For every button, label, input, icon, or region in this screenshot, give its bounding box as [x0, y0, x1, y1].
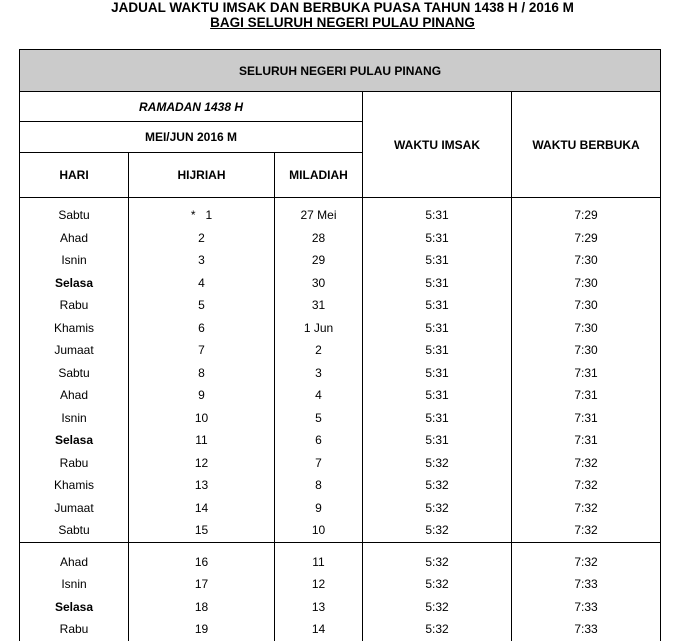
cell-berbuka: 7:31 [512, 407, 661, 430]
cell-hijriah: 9 [129, 384, 275, 407]
cell-imsak: 5:31 [363, 227, 512, 250]
cell-hijriah: 4 [129, 272, 275, 295]
cell-miladiah: 30 [275, 272, 363, 295]
cell-miladiah: 27 Mei [275, 198, 363, 227]
cell-miladiah: 12 [275, 573, 363, 596]
cell-hari: Selasa [20, 272, 129, 295]
cell-miladiah: 29 [275, 249, 363, 272]
cell-berbuka: 7:32 [512, 519, 661, 542]
cell-imsak: 5:32 [363, 596, 512, 619]
cell-hijriah: 2 [129, 227, 275, 250]
cell-imsak: 5:31 [363, 339, 512, 362]
cell-hijriah: 18 [129, 596, 275, 619]
cell-hijriah: 5 [129, 294, 275, 317]
cell-hijriah: 17 [129, 573, 275, 596]
cell-hari: Isnin [20, 573, 129, 596]
cell-miladiah: 3 [275, 362, 363, 385]
cell-miladiah: 1 Jun [275, 317, 363, 340]
cell-berbuka: 7:33 [512, 618, 661, 641]
cell-miladiah: 11 [275, 542, 363, 573]
cell-hari: Jumaat [20, 497, 129, 520]
cell-imsak: 5:32 [363, 618, 512, 641]
table-row [20, 618, 661, 641]
cell-berbuka: 7:32 [512, 452, 661, 475]
cell-berbuka: 7:29 [512, 227, 661, 250]
cell-imsak: 5:31 [363, 317, 512, 340]
cell-miladiah: 7 [275, 452, 363, 475]
cell-hijriah: 19 [129, 618, 275, 641]
cell-miladiah: 14 [275, 618, 363, 641]
cell-imsak: 5:32 [363, 519, 512, 542]
cell-berbuka: 7:31 [512, 429, 661, 452]
cell-imsak: 5:31 [363, 198, 512, 227]
table-row [20, 227, 661, 250]
cell-miladiah: 2 [275, 339, 363, 362]
table-row [20, 497, 661, 520]
timetable [19, 49, 661, 641]
cell-hari: Ahad [20, 227, 129, 250]
miladiah-header: MILADIAH [275, 153, 363, 198]
cell-hari: Selasa [20, 596, 129, 619]
cell-hijriah: 15 [129, 519, 275, 542]
cell-hijriah: 6 [129, 317, 275, 340]
table-row [20, 272, 661, 295]
cell-imsak: 5:31 [363, 249, 512, 272]
cell-hijriah: 10 [129, 407, 275, 430]
cell-hari: Jumaat [20, 339, 129, 362]
cell-hari: Ahad [20, 542, 129, 573]
cell-imsak: 5:31 [363, 362, 512, 385]
table-row [20, 519, 661, 542]
cell-berbuka: 7:30 [512, 294, 661, 317]
cell-hari: Sabtu [20, 519, 129, 542]
cell-berbuka: 7:32 [512, 474, 661, 497]
cell-imsak: 5:32 [363, 452, 512, 475]
cell-hijriah: 3 [129, 249, 275, 272]
cell-miladiah: 31 [275, 294, 363, 317]
cell-imsak: 5:31 [363, 407, 512, 430]
table-row [20, 542, 661, 573]
cell-miladiah: 9 [275, 497, 363, 520]
cell-imsak: 5:31 [363, 384, 512, 407]
cell-berbuka: 7:30 [512, 272, 661, 295]
cell-miladiah: 8 [275, 474, 363, 497]
cell-berbuka: 7:30 [512, 317, 661, 340]
cell-hijriah: 16 [129, 542, 275, 573]
cell-berbuka: 7:31 [512, 362, 661, 385]
cell-berbuka: 7:30 [512, 339, 661, 362]
table-row [20, 452, 661, 475]
cell-berbuka: 7:29 [512, 198, 661, 227]
timetable-body [20, 198, 661, 641]
table-row [20, 339, 661, 362]
cell-imsak: 5:32 [363, 497, 512, 520]
cell-hari: Khamis [20, 474, 129, 497]
cell-hijriah: 14 [129, 497, 275, 520]
cell-hari: Isnin [20, 407, 129, 430]
cell-hari: Sabtu [20, 198, 129, 227]
cell-miladiah: 4 [275, 384, 363, 407]
berbuka-header: WAKTU BERBUKA [512, 92, 661, 198]
cell-hari: Isnin [20, 249, 129, 272]
cell-miladiah: 6 [275, 429, 363, 452]
cell-hijriah: 8 [129, 362, 275, 385]
cell-hijriah: 12 [129, 452, 275, 475]
cell-imsak: 5:31 [363, 272, 512, 295]
region-header: SELURUH NEGERI PULAU PINANG [20, 50, 661, 92]
table-row [20, 384, 661, 407]
cell-hari: Ahad [20, 384, 129, 407]
table-row [20, 198, 661, 227]
document-title: JADUAL WAKTU IMSAK DAN BERBUKA PUASA TAHUN 1438 H / 2016 M [111, 0, 574, 15]
cell-imsak: 5:32 [363, 474, 512, 497]
table-row [20, 474, 661, 497]
cell-imsak: 5:31 [363, 294, 512, 317]
month-header: MEI/JUN 2016 M [20, 122, 363, 153]
table-row [20, 573, 661, 596]
cell-imsak: 5:32 [363, 542, 512, 573]
cell-hari: Rabu [20, 618, 129, 641]
hari-header: HARI [20, 153, 129, 198]
cell-hijriah: 13 [129, 474, 275, 497]
cell-miladiah: 28 [275, 227, 363, 250]
cell-hijriah: * 1 [129, 198, 275, 227]
table-row [20, 429, 661, 452]
cell-berbuka: 7:32 [512, 497, 661, 520]
cell-berbuka: 7:30 [512, 249, 661, 272]
cell-miladiah: 5 [275, 407, 363, 430]
cell-hari: Selasa [20, 429, 129, 452]
cell-berbuka: 7:33 [512, 596, 661, 619]
table-row [20, 362, 661, 385]
cell-hijriah: 11 [129, 429, 275, 452]
cell-imsak: 5:31 [363, 429, 512, 452]
cell-hari: Rabu [20, 294, 129, 317]
table-row [20, 249, 661, 272]
table-row [20, 294, 661, 317]
imsak-header: WAKTU IMSAK [363, 92, 512, 198]
cell-imsak: 5:32 [363, 573, 512, 596]
cell-hijriah: 7 [129, 339, 275, 362]
cell-hari: Sabtu [20, 362, 129, 385]
cell-miladiah: 13 [275, 596, 363, 619]
document-subtitle: BAGI SELURUH NEGERI PULAU PINANG [210, 15, 475, 30]
table-row [20, 407, 661, 430]
cell-hari: Khamis [20, 317, 129, 340]
cell-berbuka: 7:33 [512, 573, 661, 596]
ramadan-header: RAMADAN 1438 H [20, 92, 363, 122]
table-row [20, 317, 661, 340]
table-row [20, 596, 661, 619]
hijriah-header: HIJRIAH [129, 153, 275, 198]
cell-berbuka: 7:32 [512, 542, 661, 573]
cell-berbuka: 7:31 [512, 384, 661, 407]
cell-hari: Rabu [20, 452, 129, 475]
cell-miladiah: 10 [275, 519, 363, 542]
